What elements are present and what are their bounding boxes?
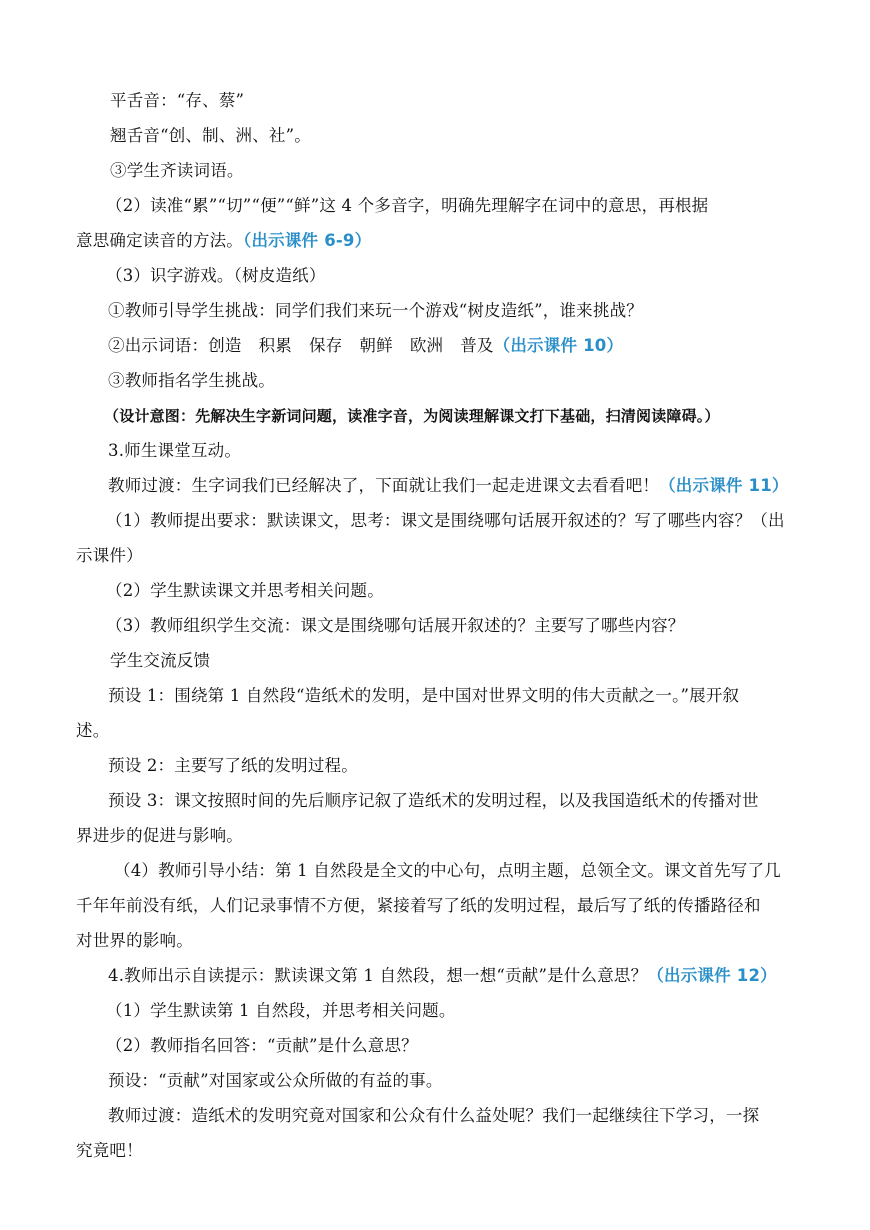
- text-line: （2）读准“累”“切”“便”“鲜”这 4 个多音字，明确先理解字在词中的意思，再根据: [106, 196, 709, 215]
- vocab-word: 普及: [460, 336, 494, 355]
- courseware-reference: （出示课件 6-9）: [243, 231, 372, 250]
- text-line: [76, 229, 371, 253]
- text-span: ②出示词语：: [108, 336, 209, 355]
- text-line: ①教师引导学生挑战：同学们我们来玩一个游戏“树皮造纸”，谁来挑战？: [108, 301, 643, 320]
- text-line: 千年年前没有纸，人们记录事情不方便，紧接着写了纸的发明过程，最后写了纸的传播路径和: [76, 896, 761, 915]
- courseware-reference: （出示课件 10）: [493, 336, 624, 355]
- section-heading: 3.师生课堂互动。: [108, 441, 242, 460]
- text-line: （4）教师引导小结：第 1 自然段是全文的中心句，点明主题，总领全文。课文首先写了几: [114, 861, 781, 880]
- design-intent: （设计意图：先解决生字新词问题，读准字音，为阅读理解课文打下基础，扫清阅读障碍。）: [104, 407, 720, 425]
- vocab-word: 创造: [208, 336, 242, 355]
- text-line: （3）识字游戏。（树皮造纸）: [106, 266, 326, 285]
- text-line: 预设：“贡献”对国家或公众所做的有益的事。: [108, 1071, 443, 1090]
- text-line: 教师过渡：造纸术的发明究竟对国家和公众有什么益处呢？我们一起继续往下学习，一探: [108, 1106, 760, 1125]
- courseware-reference: （出示课件 12）: [647, 966, 777, 985]
- text-line: （2）学生默读课文并思考相关问题。: [106, 581, 384, 600]
- vocabulary-line: [108, 334, 623, 358]
- text-line: 述。: [76, 721, 110, 740]
- text-line: [108, 474, 789, 498]
- text-line: （1）学生默读第 1 自然段，并思考相关问题。: [106, 1001, 456, 1020]
- vocab-word: 欧洲: [409, 336, 444, 355]
- text-span: 意思确定读音的方法。: [76, 231, 243, 250]
- text-line: ③学生齐读词语。: [110, 161, 244, 180]
- vocab-word: 保存: [309, 336, 343, 355]
- vocab-word: 积累: [258, 336, 293, 355]
- text-span: 教师过渡：生字词我们已经解决了，下面就让我们一起走进课文去看看吧！: [108, 476, 660, 495]
- text-line: 究竟吧！: [76, 1141, 143, 1160]
- text-line: [108, 964, 777, 988]
- text-line: 预设 1：围绕第 1 自然段“造纸术的发明，是中国对世界文明的伟大贡献之一。”展开叙: [108, 686, 740, 705]
- text-line: 平舌音：“存、蔡”: [110, 91, 245, 110]
- text-line: （2）教师指名回答：“贡献”是什么意思？: [106, 1036, 418, 1055]
- text-line: 预设 2：主要写了纸的发明过程。: [108, 756, 358, 775]
- text-line: 预设 3：课文按照时间的先后顺序记叙了造纸术的发明过程，以及我国造纸术的传播对世: [108, 791, 759, 810]
- vocab-word: 朝鲜: [359, 336, 393, 355]
- text-line: ③教师指名学生挑战。: [108, 371, 275, 390]
- text-line: （3）教师组织学生交流：课文是围绕哪句话展开叙述的？主要写了哪些内容？: [106, 616, 685, 635]
- text-line: 学生交流反馈: [110, 651, 211, 670]
- text-line: 对世界的影响。: [76, 931, 193, 950]
- text-line: （1）教师提出要求：默读课文，思考：课文是围绕哪句话展开叙述的？写了哪些内容？（出: [106, 511, 785, 530]
- text-line: 翘舌音“创、制、洲、社”。: [110, 126, 311, 145]
- text-span: 4.教师出示自读提示：默读课文第 1 自然段，想一想“贡献”是什么意思？: [108, 966, 648, 985]
- text-line: 界进步的促进与影响。: [76, 826, 243, 845]
- courseware-reference: （出示课件 11）: [659, 476, 789, 495]
- text-line: 示课件）: [76, 546, 143, 565]
